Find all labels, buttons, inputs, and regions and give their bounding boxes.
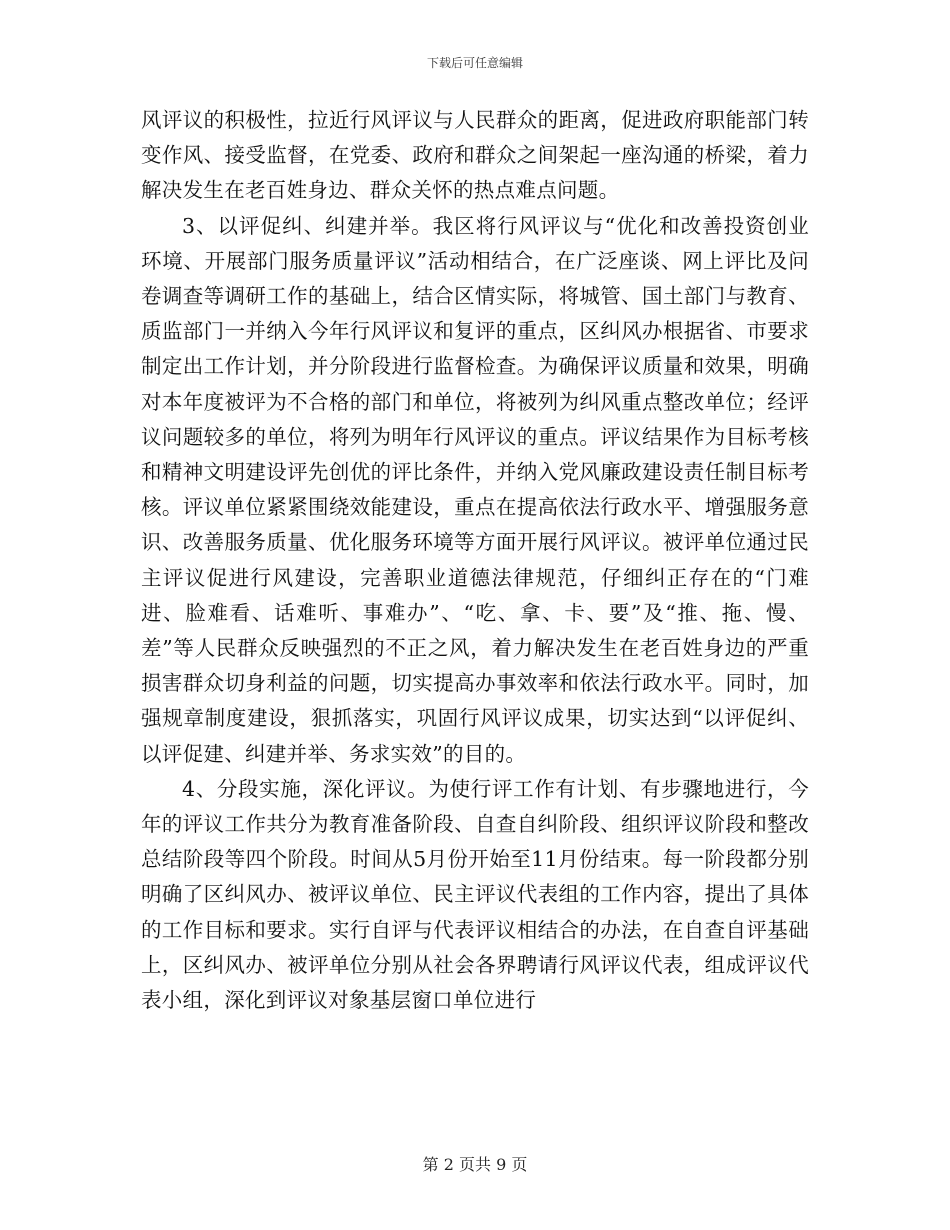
paragraph-section-3: 3、以评促纠、纠建并举。我区将行风评议与“优化和改善投资创业环境、开展部门服务质量评议”活动相结合，在广泛座谈、网上评比及问卷调查等调研工作的基础上，结合区情实际，将城管、国土部门与教育、质监部门一并纳入今年行风评议和复评的重点，区纠风办根据省、市要求制定出工作计划，并分阶段进行监督检查。为确保评议质量和效果，明确对本年度被评为不合格的部门和单位，将被列为纠风重点整改单位；经评议问题较多的单位，将列为明年行风评议的重点。评议结果作为目标考核和精神文明建设评先创优的评比条件，并纳入党风廉政建设责任制目标考核。评议单位紧紧围绕效能建设，重点在提高依法行政水平、增强服务意识、改善服务质量、优化服务环境等方面开展行风评议。被评单位通过民主评议促进行风建设，完善职业道德法律规范，仔细纠正存在的“门难进、脸难看、话难听、事难办”、“吃、拿、卡、要”及“推、拖、慢、差”等人民群众反映强烈的不正之风，着力解决发生在老百姓身边的严重损害群众切身利益的问题，切实提高办事效率和依法行政水平。同时，加强规章制度建设，狠抓落实，巩固行风评议成果，切实达到“以评促纠、以评促建、纠建并举、务求实效”的目的。	[141, 213, 809, 766]
paragraph-continuation: 风评议的积极性，拉近行风评议与人民群众的距离，促进政府职能部门转变作风、接受监督，在党委、政府和群众之间架起一座沟通的桥梁，着力解决发生在老百姓身边、群众关怀的热点难点问题。	[141, 108, 809, 203]
page-number: 第 2 页共 9 页	[422, 1155, 528, 1174]
paragraph-section-4: 4、分段实施，深化评议。为使行评工作有计划、有步骤地进行，今年的评议工作共分为教育准备阶段、自查自纠阶段、组织评议阶段和整改总结阶段等四个阶段。时间从5月份开始至11月份结束。每一阶段都分别明确了区纠风办、被评议单位、民主评议代表组的工作内容，提出了具体的工作目标和要求。实行自评与代表评议相结合的办法，在自查自评基础上，区纠风办、被评单位分别从社会各界聘请行风评议代表，组成评议代表小组，深化到评议对象基层窗口单位进行	[141, 776, 809, 1013]
page-header: 下载后可任意编辑	[426, 56, 523, 70]
document-body	[141, 103, 809, 1018]
